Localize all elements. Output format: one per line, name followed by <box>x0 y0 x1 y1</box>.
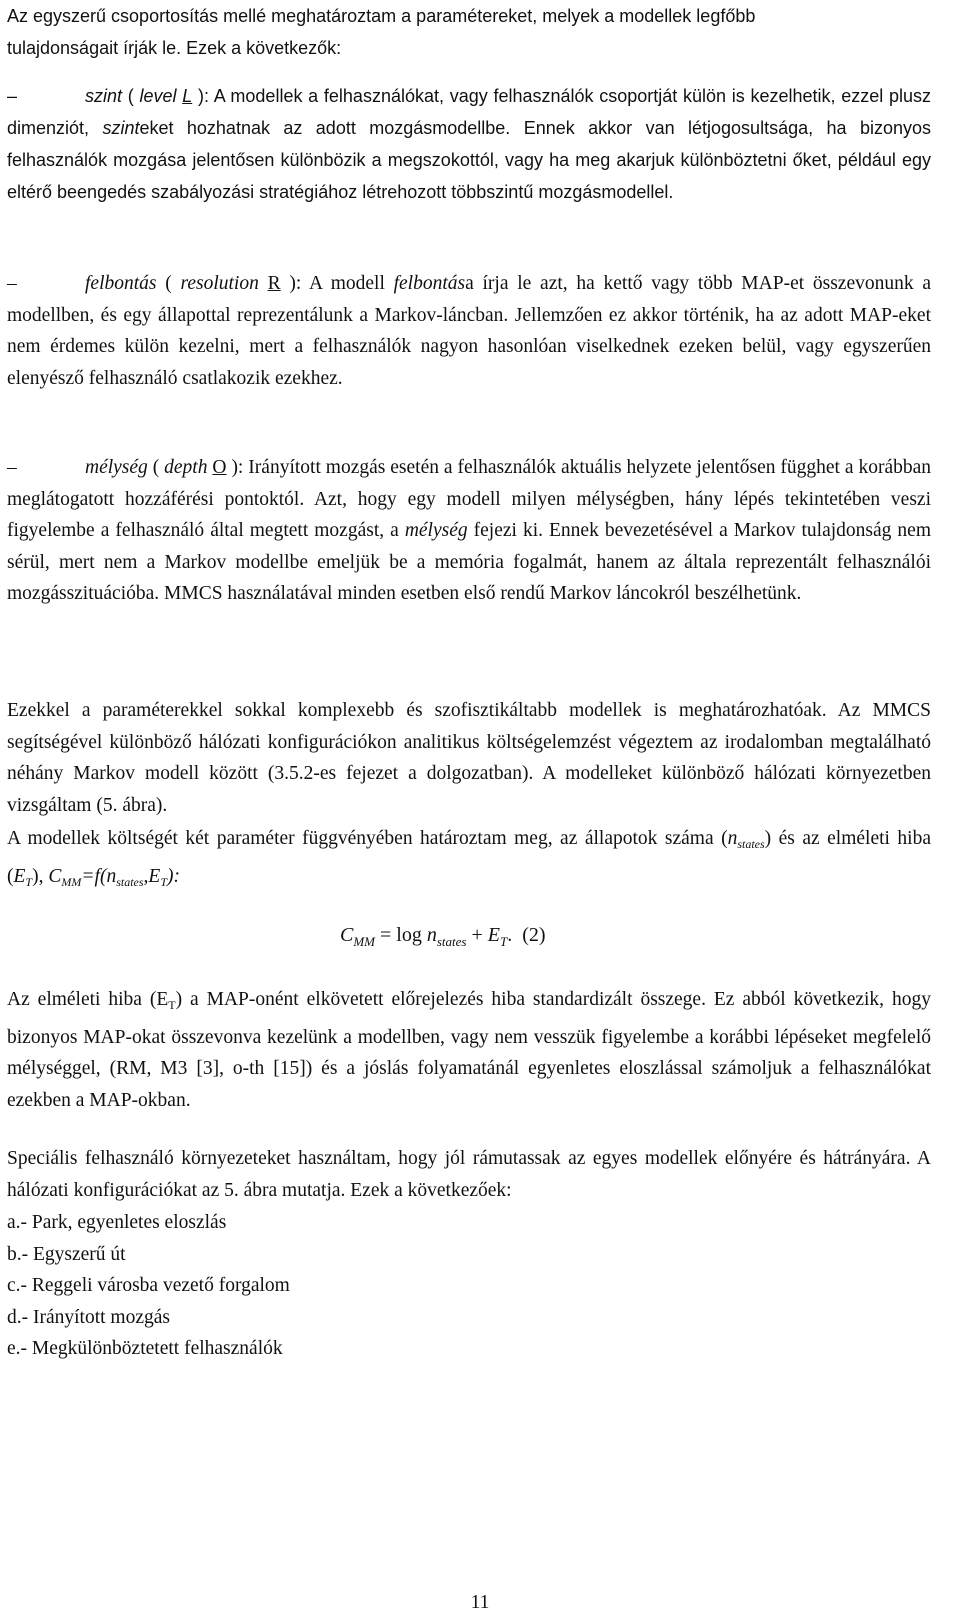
equation-cost: $C_{MM} = \log n_{states} + E_T$. (2) <box>340 924 546 949</box>
dash-bullet: – <box>7 457 17 478</box>
term-level-eng: level <box>139 86 177 106</box>
item-level-body-1: A modellek a felhasználókat, vagy felhasználók csoportját külön is <box>213 86 745 106</box>
symbol-L: L <box>182 86 193 106</box>
term-resolution-eng: resolution <box>180 273 259 294</box>
paragraph-parameters: Ezekkel a paraméterekkel sokkal komplexebb és szofisztikáltabb modellek is meghatározhatóak. Az MMCS segítségével különböző hálózati konfigurációkon analitikus költségelemzést végeztem az irodalomban megtalálható néhány Markov modell között (3.5.2-es fejezet a dolgozatban). A modelleket különböző hálózati környezetben vizsgáltam (5. ábra). <box>7 700 931 816</box>
item-level-body-2b: eket hozhatnak az adott mozgásmodellbe. Ennek akkor van létjogosultsága, ha bizonyos felhasználók mozgása jelentősen különbözik a megszokottól, vagy ha meg akarjuk különböztetni őket, például egy eltérő beengedés szabályozási stratégiához létrehozott többszintű mozgásmodellel. <box>7 118 931 202</box>
paragraph-cost: A modellek költségét két paraméter függvényében határoztam meg, az állapotok száma $(n_{states})$ és az elméleti hiba $(E_T)$, $C_{MM}=f(n_{states},E_T)$: <box>7 828 931 889</box>
intro-line-1: Az egyszerű csoportosítás mellé meghatároztam a paramétereket, melyek a modellek legfőbb <box>7 6 756 26</box>
intro-line-2: tulajdonságait írják le. Ezek a következők: <box>7 38 342 58</box>
term-depth: mélység <box>85 457 148 478</box>
page-number: 11 <box>470 1592 490 1613</box>
term-resolution-ital: felbontás <box>393 273 466 294</box>
equation-number: (2) <box>522 924 546 946</box>
list-item: d.- Irányított mozgás <box>7 1306 170 1328</box>
term-level: szint <box>85 86 123 106</box>
paragraph-error: Az elméleti hiba $(E_T)$ a MAP-onént elkövetett előrejelezés hiba standardizált összege. Ez abból következik, hogy bizonyos MAP-okat összevonva kezelünk a modellben, vagy nem vesszük figyelembe a korábbi lépéseket megfelelő mélységgel, (RM, M3 [3], o-th [15]) és a jóslás folyamatánál egyenletes eloszlással számoljuk a felhasználókat ezekben a MAP-okban. <box>7 989 931 1111</box>
list-item: a.- Park, egyenletes eloszlás <box>7 1212 227 1233</box>
dash-bullet: – <box>7 86 18 106</box>
list-item: e.- Megkülönböztetett felhasználók <box>7 1338 283 1359</box>
symbol-R: R <box>267 273 281 294</box>
item-level-body-ital: szint <box>102 118 140 138</box>
param-item-depth: – mélység ( depth O ): Irányított mozgás esetén a felhasználók aktuális helyzete jelentősen függhet a korábban meglátogatott hozzáférési pontoktól. Azt, hogy egy modell milyen mélységben, hány lépés tekintetében veszi figyelembe a felhasználó által megtett mozgást, a mélység fejezi ki. Ennek bevezetésével a Markov tulajdonság nem sérül, mert nem a Markov modellbe emeljük be a memória fogalmát, hanem az általa reprezentált felhasználói mozgásszituációba. MMCS használatával minden esetben első rendű Markov láncokról beszélhetünk. <box>7 452 931 610</box>
list-item: b.- Egyszerű út <box>7 1243 126 1265</box>
item-level-body-2a: kezelhetik, ezzel plusz dimenziót, <box>7 86 931 138</box>
param-item-level: – szint ( level L ): A modellek a felhasználókat, vagy felhasználók csoportját külön is kezelhetik, ezzel plusz dimenziót, szinteket hozhatnak az adott mozgásmodellbe. Ennek akkor van létjogosultsága, ha bizonyos felhasználók mozgása jelentősen különbözik a megszokottól, vagy ha meg akarjuk különböztetni őket, például egy eltérő beengedés szabályozási stratégiához létrehozott többszintű mozgásmodellel. <box>7 80 931 208</box>
term-resolution: felbontás <box>85 273 157 294</box>
paragraph-environments: Speciális felhasználó környezeteket használtam, hogy jól rámutassak az egyes modellek előnyére és hátrányára. A hálózati konfigurációkat az 5. ábra mutatja. Ezek a következőek: <box>7 1148 931 1201</box>
list-item: c.- Reggeli városba vezető forgalom <box>7 1275 290 1296</box>
intro-paragraph <box>7 0 931 64</box>
environment-list <box>7 1207 931 1365</box>
term-depth-ital: mélység <box>404 520 468 541</box>
symbol-O: O <box>212 457 227 478</box>
term-depth-eng: depth <box>164 457 208 478</box>
dash-bullet: – <box>7 273 17 294</box>
param-item-resolution: – felbontás ( resolution R ): A modell felbontása írja le azt, ha kettő vagy több MAP-et összevonunk a modellben, és egy állapottal reprezentálunk a Markov-láncban. Jellemzően ez akkor történik, ha az adott MAP-eket nem érdemes külön kezelni, mert a felhasználók nagyon hasonlóan viselkednek ezeken belül, vagy egyszerűen elenyésző felhasználó csatlakozik ezekhez. <box>7 268 931 394</box>
